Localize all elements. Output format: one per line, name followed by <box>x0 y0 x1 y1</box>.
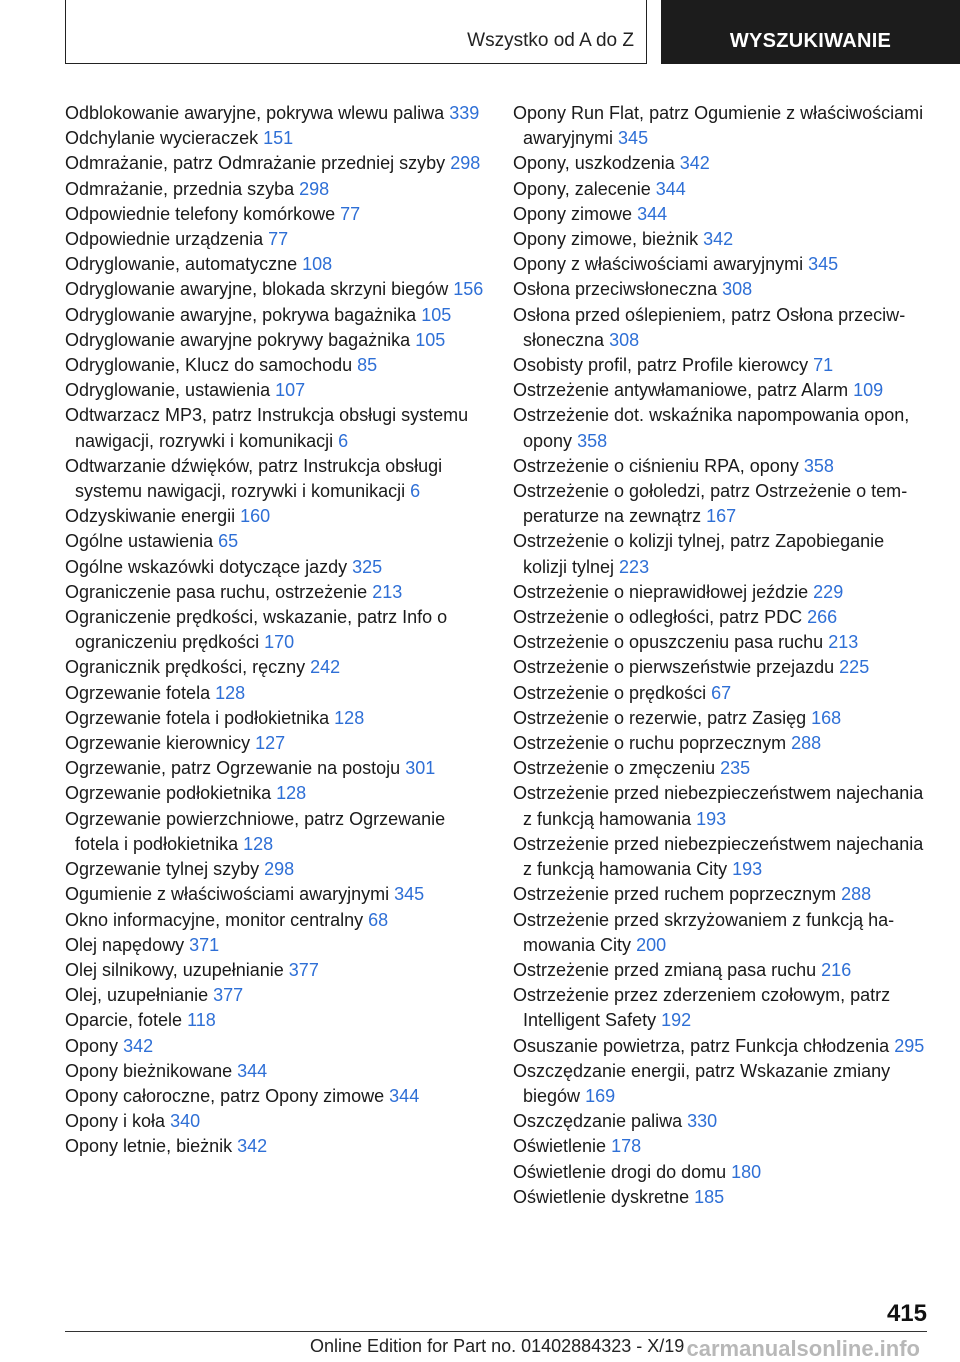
index-entry-term: Odzyskiwanie energii <box>65 506 236 527</box>
page-reference-link[interactable]: 77 <box>340 203 361 224</box>
page-reference-link[interactable]: 169 <box>585 1085 616 1106</box>
index-entry <box>513 958 933 983</box>
index-entry <box>513 227 933 252</box>
index-entry <box>513 706 933 731</box>
index-entry <box>65 252 485 277</box>
page-reference-link[interactable]: 342 <box>679 153 710 174</box>
index-entry <box>513 882 933 907</box>
page-reference-link[interactable]: 118 <box>187 1010 216 1031</box>
index-entry <box>65 1034 485 1059</box>
page-reference-link[interactable]: 308 <box>722 279 753 300</box>
index-entry-term: Opony, zalecenie <box>513 178 651 199</box>
index-entry <box>513 781 933 831</box>
index-entry <box>65 756 485 781</box>
page-reference-link[interactable]: 178 <box>611 1136 642 1157</box>
index-entry-term: Odchylanie wycieraczek <box>65 128 259 149</box>
index-entry-term: Ostrzeżenie o opuszczeniu pasa ruchu <box>513 632 824 653</box>
index-entry-term: Ogumienie z właściwościami awaryjnymi <box>65 884 390 905</box>
index-entry-term: Oparcie, fotele <box>65 1010 183 1031</box>
page-reference-link[interactable]: 345 <box>394 884 425 905</box>
index-entry <box>513 580 933 605</box>
index-entry-term: Opony zimowe, bieżnik <box>513 229 699 250</box>
page-reference-link[interactable]: 167 <box>706 506 737 527</box>
index-entry-term: Odryglowanie, Klucz do samochodu <box>65 355 353 376</box>
index-entry-term: Ogrzewanie fotela <box>65 682 211 703</box>
index-entry-term: Odtwarzacz MP3, patrz Instrukcja obsługi systemu nawigacji, rozrywki i komunikacji <box>65 405 469 451</box>
index-entry <box>513 605 933 630</box>
index-entry-term: Olej, uzupełnianie <box>65 985 209 1006</box>
page-reference-link[interactable]: 358 <box>803 455 834 476</box>
index-entry <box>65 958 485 983</box>
page-reference-link[interactable]: 77 <box>268 229 289 250</box>
page-reference-link[interactable]: 71 <box>813 355 834 376</box>
page-reference-link[interactable]: 128 <box>276 783 307 804</box>
index-entry <box>513 529 933 579</box>
index-entry-term: Ogrzewanie tylnej szyby <box>65 859 260 880</box>
index-entry <box>65 353 485 378</box>
page-reference-link[interactable]: 200 <box>636 934 667 955</box>
index-entry <box>65 101 485 126</box>
page-reference-link[interactable]: 65 <box>218 531 239 552</box>
page-reference-link[interactable]: 180 <box>731 1161 762 1182</box>
index-entry-term: Ostrzeżenie o ruchu poprzecznym <box>513 733 787 754</box>
index-entry <box>65 378 485 403</box>
index-entry <box>513 681 933 706</box>
page-reference-link[interactable]: 229 <box>813 581 844 602</box>
index-entry <box>65 177 485 202</box>
index-entry <box>65 454 485 504</box>
page-reference-link[interactable]: 127 <box>255 733 286 754</box>
index-entry <box>513 731 933 756</box>
index-entry-term: Oświetlenie <box>513 1136 607 1157</box>
index-entry-term: Ogrzewanie, patrz Ogrzewanie na postoju <box>65 758 401 779</box>
page-reference-link[interactable]: 193 <box>696 808 727 829</box>
index-entry-term: Ostrzeżenie o odległości, patrz PDC <box>513 607 803 628</box>
index-entry-term: Ostrzeżenie o pierwszeństwie przejazdu <box>513 657 835 678</box>
index-entry <box>513 1185 933 1210</box>
page-reference-link[interactable]: 68 <box>368 909 389 930</box>
index-entry-term: Ostrzeżenie przez zderzeniem czołowym, patrz Intelligent Safety <box>513 985 891 1031</box>
search-tab-label: WYSZUKIWANIE <box>729 29 892 52</box>
index-entry-term: Ostrzeżenie przed niebezpieczeństwem najechania z funkcją hamowania <box>513 783 924 829</box>
index-entry-term: Odmrażanie, przednia szyba <box>65 178 295 199</box>
edition-text: Online Edition for Part no. 01402884323 - X/19 <box>310 1336 685 1356</box>
page-reference-link[interactable]: 330 <box>687 1111 718 1132</box>
page-reference-link[interactable]: 85 <box>357 355 378 376</box>
index-entry-term: Odryglowanie awaryjne, pokrywa bagażnika <box>65 304 417 325</box>
index-entry-term: Opony i koła <box>65 1111 166 1132</box>
page-reference-link[interactable]: 6 <box>410 481 421 502</box>
index-entry <box>513 1059 933 1109</box>
index-entry <box>65 781 485 806</box>
index-entry-term: Odryglowanie, ustawienia <box>65 380 271 401</box>
index-entry-term: Odblokowanie awaryjne, pokrywa wlewu paliwa <box>65 103 445 123</box>
page-reference-link[interactable]: 6 <box>338 430 349 451</box>
index-entry-term: Odpowiednie telefony komórkowe <box>65 203 336 224</box>
page-reference-link[interactable]: 345 <box>618 128 649 149</box>
index-entry <box>65 1059 485 1084</box>
page-reference-link[interactable]: 128 <box>215 682 246 703</box>
index-entry <box>65 983 485 1008</box>
index-column-left <box>65 101 485 1160</box>
index-entry <box>513 908 933 958</box>
index-entry-term: Opony Run Flat, patrz Ogumienie z właściwościami awaryjnymi <box>513 103 924 149</box>
index-entry-term: Ogranicznik prędkości, ręczny <box>65 657 306 678</box>
index-entry <box>65 655 485 680</box>
index-entry-term: Oszczędzanie energii, patrz Wskazanie zmiany biegów <box>513 1060 891 1106</box>
index-column-right <box>513 101 933 1210</box>
index-entry <box>65 555 485 580</box>
index-entry <box>513 832 933 882</box>
page-reference-link[interactable]: 128 <box>334 707 365 728</box>
index-entry-term: Ograniczenie prędkości, wskazanie, patrz Info o ograniczeniu prędkości <box>65 607 448 653</box>
page-reference-link[interactable]: 151 <box>263 128 294 149</box>
index-entry <box>65 681 485 706</box>
page-reference-link[interactable]: 192 <box>661 1010 692 1031</box>
index-entry-term: Odryglowanie, automatyczne <box>65 254 298 275</box>
page-reference-link[interactable]: 301 <box>405 758 436 779</box>
index-entry <box>513 378 933 403</box>
index-entry <box>513 277 933 302</box>
page-reference-link[interactable]: 339 <box>449 103 480 123</box>
index-entry-term: Ostrzeżenie przed skrzyżowaniem z funkcją hamowania City <box>513 909 895 955</box>
page-reference-link[interactable]: 225 <box>839 657 870 678</box>
index-entry-term: Osuszanie powietrza, patrz Funkcja chłodzenia <box>513 1035 890 1056</box>
index-entry-term: Odmrażanie, patrz Odmrażanie przedniej szyby <box>65 153 446 174</box>
page-reference-link[interactable]: 295 <box>894 1035 925 1056</box>
index-entry-term: Ostrzeżenie o rezerwie, patrz Zasięg <box>513 707 807 728</box>
page-reference-link[interactable]: 308 <box>609 329 640 350</box>
index-entry <box>513 1034 933 1059</box>
index-entry-term: Opony całoroczne, patrz Opony zimowe <box>65 1085 385 1106</box>
index-entry <box>65 857 485 882</box>
index-entry <box>65 303 485 328</box>
index-entry-term: Olej napędowy <box>65 934 185 955</box>
index-entry <box>513 101 933 151</box>
index-entry <box>513 1160 933 1185</box>
page-reference-link[interactable]: 193 <box>732 859 763 880</box>
page-reference-link[interactable]: 298 <box>264 859 295 880</box>
index-entry-term: Ostrzeżenie o nieprawidłowej jeździe <box>513 581 809 602</box>
index-entry <box>513 983 933 1033</box>
index-entry-term: Opony bieżnikowane <box>65 1060 233 1081</box>
index-entry-term: Osobisty profil, patrz Profile kierowcy <box>513 355 809 376</box>
index-entry-term: Ostrzeżenie o ciśnieniu RPA, opony <box>513 455 799 476</box>
page-reference-link[interactable]: 168 <box>811 707 842 728</box>
index-entry-term: Oszczędzanie paliwa <box>513 1111 683 1132</box>
index-entry <box>65 706 485 731</box>
index-entry <box>65 1109 485 1134</box>
page-reference-link[interactable]: 105 <box>415 329 446 350</box>
index-entry-term: Ostrzeżenie antywłamaniowe, patrz Alarm <box>513 380 849 401</box>
index-entry-term: Oświetlenie drogi do domu <box>513 1161 727 1182</box>
index-entry-term: Opony, uszkodzenia <box>513 153 675 174</box>
index-entry-term: Ogrzewanie fotela i podłokietnika <box>65 707 330 728</box>
index-entry-term: Opony <box>65 1035 119 1056</box>
index-entry <box>513 252 933 277</box>
index-entry <box>513 353 933 378</box>
index-entry-term: Odtwarzanie dźwięków, patrz Instrukcja obsługi systemu nawigacji, rozrywki i komunikacji <box>65 455 443 502</box>
index-entry <box>513 151 933 176</box>
index-entry <box>65 529 485 554</box>
index-entry-term: Ogólne ustawienia <box>65 531 214 552</box>
index-entry-term: Ostrzeżenie przed niebezpieczeństwem najechania z funkcją hamowania City <box>513 833 924 880</box>
index-entry-term: Ostrzeżenie o gołoledzi, patrz Ostrzeżenie o temperaturze na zewnątrz <box>513 481 908 527</box>
index-entry-term: Ostrzeżenie przed zmianą pasa ruchu <box>513 959 817 980</box>
page-reference-link[interactable]: 358 <box>577 430 608 451</box>
index-entry <box>65 1084 485 1109</box>
index-entry <box>513 756 933 781</box>
page-reference-link[interactable]: 344 <box>655 178 686 199</box>
index-entry-term: Osłona przed oślepieniem, patrz Osłona przeciwsłoneczna <box>513 304 906 350</box>
page-reference-link[interactable]: 325 <box>352 556 383 577</box>
index-entry-term: Oświetlenie dyskretne <box>513 1186 690 1207</box>
index-entry-term: Ostrzeżenie dot. wskaźnika napompowania opon, opony <box>513 405 910 451</box>
footer-divider <box>65 1331 927 1332</box>
index-entry <box>65 1008 485 1033</box>
page-reference-link[interactable]: 160 <box>240 506 271 527</box>
page-reference-link[interactable]: 342 <box>237 1136 268 1157</box>
index-entry <box>513 1109 933 1134</box>
index-entry <box>513 403 933 453</box>
index-entry <box>65 277 485 302</box>
index-entry <box>513 479 933 529</box>
page-reference-link[interactable]: 344 <box>637 203 668 224</box>
page-number: 415 <box>886 1300 927 1327</box>
page-reference-link[interactable]: 108 <box>302 254 333 275</box>
page-reference-link[interactable]: 288 <box>791 733 822 754</box>
index-entry <box>513 655 933 680</box>
watermark-logo: carmanualsonline.info <box>686 1336 920 1361</box>
index-entry-term: Ostrzeżenie przed ruchem poprzecznym <box>513 884 837 905</box>
index-entry-term: Osłona przeciwsłoneczna <box>513 279 718 300</box>
index-entry-term: Odryglowanie awaryjne pokrywy bagażnika <box>65 329 411 350</box>
index-entry <box>65 933 485 958</box>
index-entry <box>65 202 485 227</box>
page-reference-link[interactable]: 170 <box>264 632 295 653</box>
page-reference-link[interactable]: 107 <box>275 380 306 401</box>
page-reference-link[interactable]: 185 <box>694 1186 725 1207</box>
page-reference-link[interactable]: 342 <box>123 1035 154 1056</box>
index-entry <box>513 303 933 353</box>
index-entry <box>513 1134 933 1159</box>
index-entry-term: Odpowiednie urządzenia <box>65 229 264 250</box>
index-entry <box>513 630 933 655</box>
index-entry-term: Ogrzewanie powierzchniowe, patrz Ogrzewanie fotela i podłokietnika <box>65 808 446 854</box>
header-section-box <box>65 0 647 64</box>
page-reference-link[interactable]: 298 <box>450 153 481 174</box>
page-reference-link[interactable]: 288 <box>841 884 872 905</box>
index-entry <box>65 227 485 252</box>
page-reference-link[interactable]: 156 <box>453 279 484 300</box>
index-entry <box>513 202 933 227</box>
page-reference-link[interactable]: 223 <box>619 556 650 577</box>
index-entry <box>65 126 485 151</box>
index-entry <box>513 177 933 202</box>
index-entry <box>65 328 485 353</box>
page-reference-link[interactable]: 216 <box>821 959 852 980</box>
page-reference-link[interactable]: 377 <box>288 959 319 980</box>
page-reference-link[interactable]: 235 <box>720 758 751 779</box>
page-reference-link[interactable]: 109 <box>853 380 884 401</box>
index-entry-term: Opony letnie, bieżnik <box>65 1136 233 1157</box>
index-entry-term: Ograniczenie pasa ruchu, ostrzeżenie <box>65 581 368 602</box>
index-entry-term: Okno informacyjne, monitor centralny <box>65 909 364 930</box>
index-entry <box>65 605 485 655</box>
index-entry-term: Ostrzeżenie o prędkości <box>513 682 707 703</box>
index-entry-term: Opony z właściwościami awaryjnymi <box>513 254 804 275</box>
page-reference-link[interactable]: 298 <box>299 178 330 199</box>
page-reference-link[interactable]: 345 <box>808 254 839 275</box>
index-entry <box>513 454 933 479</box>
page-reference-link[interactable]: 344 <box>389 1085 420 1106</box>
index-entry <box>65 882 485 907</box>
index-entry-term: Ostrzeżenie o kolizji tylnej, patrz Zapobieganie kolizji tylnej <box>513 531 885 577</box>
page-reference-link[interactable]: 371 <box>189 934 220 955</box>
index-entry <box>65 731 485 756</box>
page-reference-link[interactable]: 213 <box>828 632 859 653</box>
page-reference-link[interactable]: 105 <box>421 304 452 325</box>
header-section-title: Wszystko od A do Z <box>467 30 634 51</box>
index-entry <box>65 807 485 857</box>
index-entry-term: Ostrzeżenie o zmęczeniu <box>513 758 716 779</box>
index-entry-term: Olej silnikowy, uzupełnianie <box>65 959 284 980</box>
page-reference-link[interactable]: 266 <box>807 607 838 628</box>
page-reference-link[interactable]: 67 <box>711 682 732 703</box>
index-entry <box>65 151 485 176</box>
search-tab[interactable] <box>661 0 960 64</box>
page-reference-link[interactable]: 213 <box>372 581 403 602</box>
index-entry-term: Odryglowanie awaryjne, blokada skrzyni biegów <box>65 279 449 300</box>
index-entry <box>65 580 485 605</box>
page-reference-link[interactable]: 242 <box>310 657 341 678</box>
index-entry-term: Ogrzewanie podłokietnika <box>65 783 272 804</box>
index-entry-term: Opony zimowe <box>513 203 633 224</box>
index-entry <box>65 1134 485 1159</box>
page-reference-link[interactable]: 342 <box>703 229 734 250</box>
page-reference-link[interactable]: 377 <box>213 985 244 1006</box>
page-reference-link[interactable]: 344 <box>237 1060 268 1081</box>
index-entry-term: Ogólne wskazówki dotyczące jazdy <box>65 556 348 577</box>
index-entry <box>65 504 485 529</box>
index-entry <box>65 403 485 453</box>
page-reference-link[interactable]: 128 <box>243 833 274 854</box>
index-entry <box>65 908 485 933</box>
index-entry-term: Ogrzewanie kierownicy <box>65 733 251 754</box>
page-reference-link[interactable]: 340 <box>170 1111 201 1132</box>
